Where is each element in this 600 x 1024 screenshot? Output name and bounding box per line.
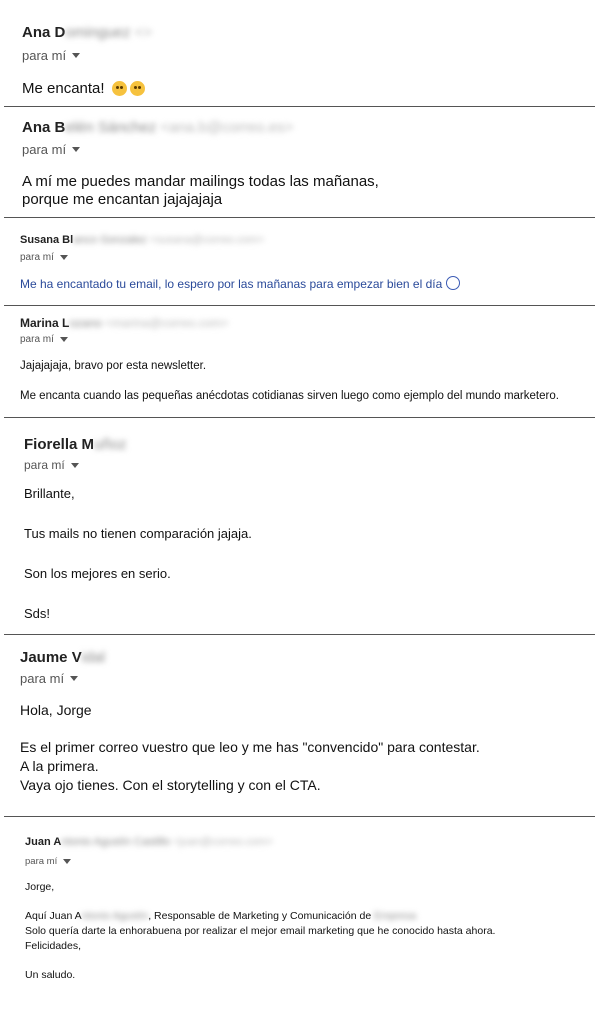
caret-down-icon[interactable] xyxy=(60,255,68,260)
sender-name-redacted: elén Sánchez xyxy=(65,119,157,136)
sender-name: Susana Bl xyxy=(20,234,74,246)
recipient-dropdown[interactable] xyxy=(22,48,80,63)
closing-line: Un saludo. xyxy=(25,969,76,981)
sender-name: Fiorella M xyxy=(24,436,95,453)
sender xyxy=(25,836,273,848)
email-card[interactable] xyxy=(4,107,595,218)
sender-name-redacted: uñoz xyxy=(94,436,127,453)
caret-down-icon[interactable] xyxy=(60,337,68,342)
sender-email-redacted: <> xyxy=(134,24,153,41)
recipient-dropdown[interactable] xyxy=(25,856,71,867)
recipient-dropdown[interactable] xyxy=(20,671,78,686)
email-card[interactable] xyxy=(4,4,595,107)
caret-down-icon[interactable] xyxy=(71,463,79,468)
email-card[interactable] xyxy=(4,418,595,635)
sender-name-redacted: ntonio Agustín Castillo xyxy=(61,836,171,848)
sender-name-redacted: ominguez xyxy=(65,24,131,41)
grin-face-icon xyxy=(112,81,127,96)
recipient-label: para mí xyxy=(20,671,65,686)
sender-name: Ana D xyxy=(22,24,66,41)
recipient-dropdown[interactable] xyxy=(22,142,80,157)
caret-down-icon[interactable] xyxy=(70,676,78,681)
laughing-face-icon xyxy=(130,81,145,96)
body-line: Jajajajaja, bravo por esta newsletter. xyxy=(20,360,207,372)
email-body xyxy=(24,486,252,622)
caret-down-icon[interactable] xyxy=(72,147,80,152)
body-line: Solo quería darte la enhorabuena por realizar el mejor email marketing que he conocido hasta ahora. xyxy=(25,925,496,937)
caret-down-icon[interactable] xyxy=(72,53,80,58)
email-body xyxy=(20,360,559,402)
redacted-company: Empresa xyxy=(374,910,417,922)
recipient-label: para mí xyxy=(20,252,54,263)
recipient-dropdown[interactable] xyxy=(20,252,68,263)
sender xyxy=(24,436,127,453)
sender-name: Juan A xyxy=(25,836,62,848)
body-line: Es el primer correo vuestro que leo y me has "convencido" para contestar. xyxy=(20,739,480,755)
recipient-label: para mí xyxy=(22,48,67,63)
sender-name: Marina L xyxy=(20,316,70,330)
body-line: A la primera. xyxy=(20,758,99,774)
smiley-icon xyxy=(446,276,460,290)
body-line: porque me encantan jajajajaja xyxy=(22,191,223,208)
recipient-dropdown[interactable] xyxy=(20,334,68,345)
body-line: Hola, Jorge xyxy=(20,702,92,718)
sender-name: Ana B xyxy=(22,119,66,136)
recipient-label: para mí xyxy=(24,458,65,472)
body-line: Me ha encantado tu email, lo espero por las mañanas para empezar bien el día xyxy=(20,276,460,291)
sender-name-redacted: idal xyxy=(81,649,106,666)
sender-email-redacted: <ana.b@correo.es> xyxy=(160,119,294,136)
email-body xyxy=(20,701,480,795)
recipient-label: para mí xyxy=(22,142,67,157)
body-line: Me encanta! xyxy=(22,80,145,97)
email-body xyxy=(20,276,460,291)
sender-name: Jaume V xyxy=(20,649,82,666)
body-line: Tus mails no tienen comparación jajaja. xyxy=(24,526,252,541)
sender-email-redacted: <susana@correo.com> xyxy=(149,234,265,246)
recipient-label: para mí xyxy=(25,856,58,867)
recipient-label: para mí xyxy=(20,334,54,345)
sender xyxy=(20,649,105,666)
body-line: Me encanta cuando las pequeñas anécdotas cotidianas sirven luego como ejemplo del mundo marketero. xyxy=(20,390,559,402)
sender-name-redacted: anco Gonzalez xyxy=(73,234,147,246)
email-body xyxy=(22,80,145,97)
email-card[interactable] xyxy=(4,635,595,817)
body-line: Brillante, xyxy=(24,486,75,501)
sender-email-redacted: <juan@correo.com> xyxy=(173,836,274,848)
body-line: Son los mejores en serio. xyxy=(24,566,171,581)
sender xyxy=(22,119,293,136)
sender xyxy=(20,316,228,330)
email-body xyxy=(22,173,379,209)
email-card[interactable] xyxy=(4,817,595,1018)
body-line: Felicidades, xyxy=(25,940,82,952)
email-card[interactable] xyxy=(4,306,595,418)
email-card[interactable] xyxy=(4,218,595,306)
sender-name-redacted: ozano xyxy=(69,316,103,330)
body-line: Vaya ojo tienes. Con el storytelling y con el CTA. xyxy=(20,777,321,793)
sender xyxy=(20,234,264,246)
greeting-line: Jorge, xyxy=(25,881,55,893)
sender xyxy=(22,24,152,41)
body-line: Aquí Juan Antonio Agustín, Responsable de Marketing y Comunicación de Empresa xyxy=(25,910,417,922)
body-line: Sds! xyxy=(24,606,51,621)
sender-email-redacted: <marina@correo.com> xyxy=(105,316,229,330)
body-line: A mí me puedes mandar mailings todas las mañanas, xyxy=(22,173,379,190)
redacted-surname: ntonio Agustín xyxy=(81,910,149,922)
email-body xyxy=(25,880,495,983)
recipient-dropdown[interactable] xyxy=(24,458,79,472)
caret-down-icon[interactable] xyxy=(63,859,71,864)
